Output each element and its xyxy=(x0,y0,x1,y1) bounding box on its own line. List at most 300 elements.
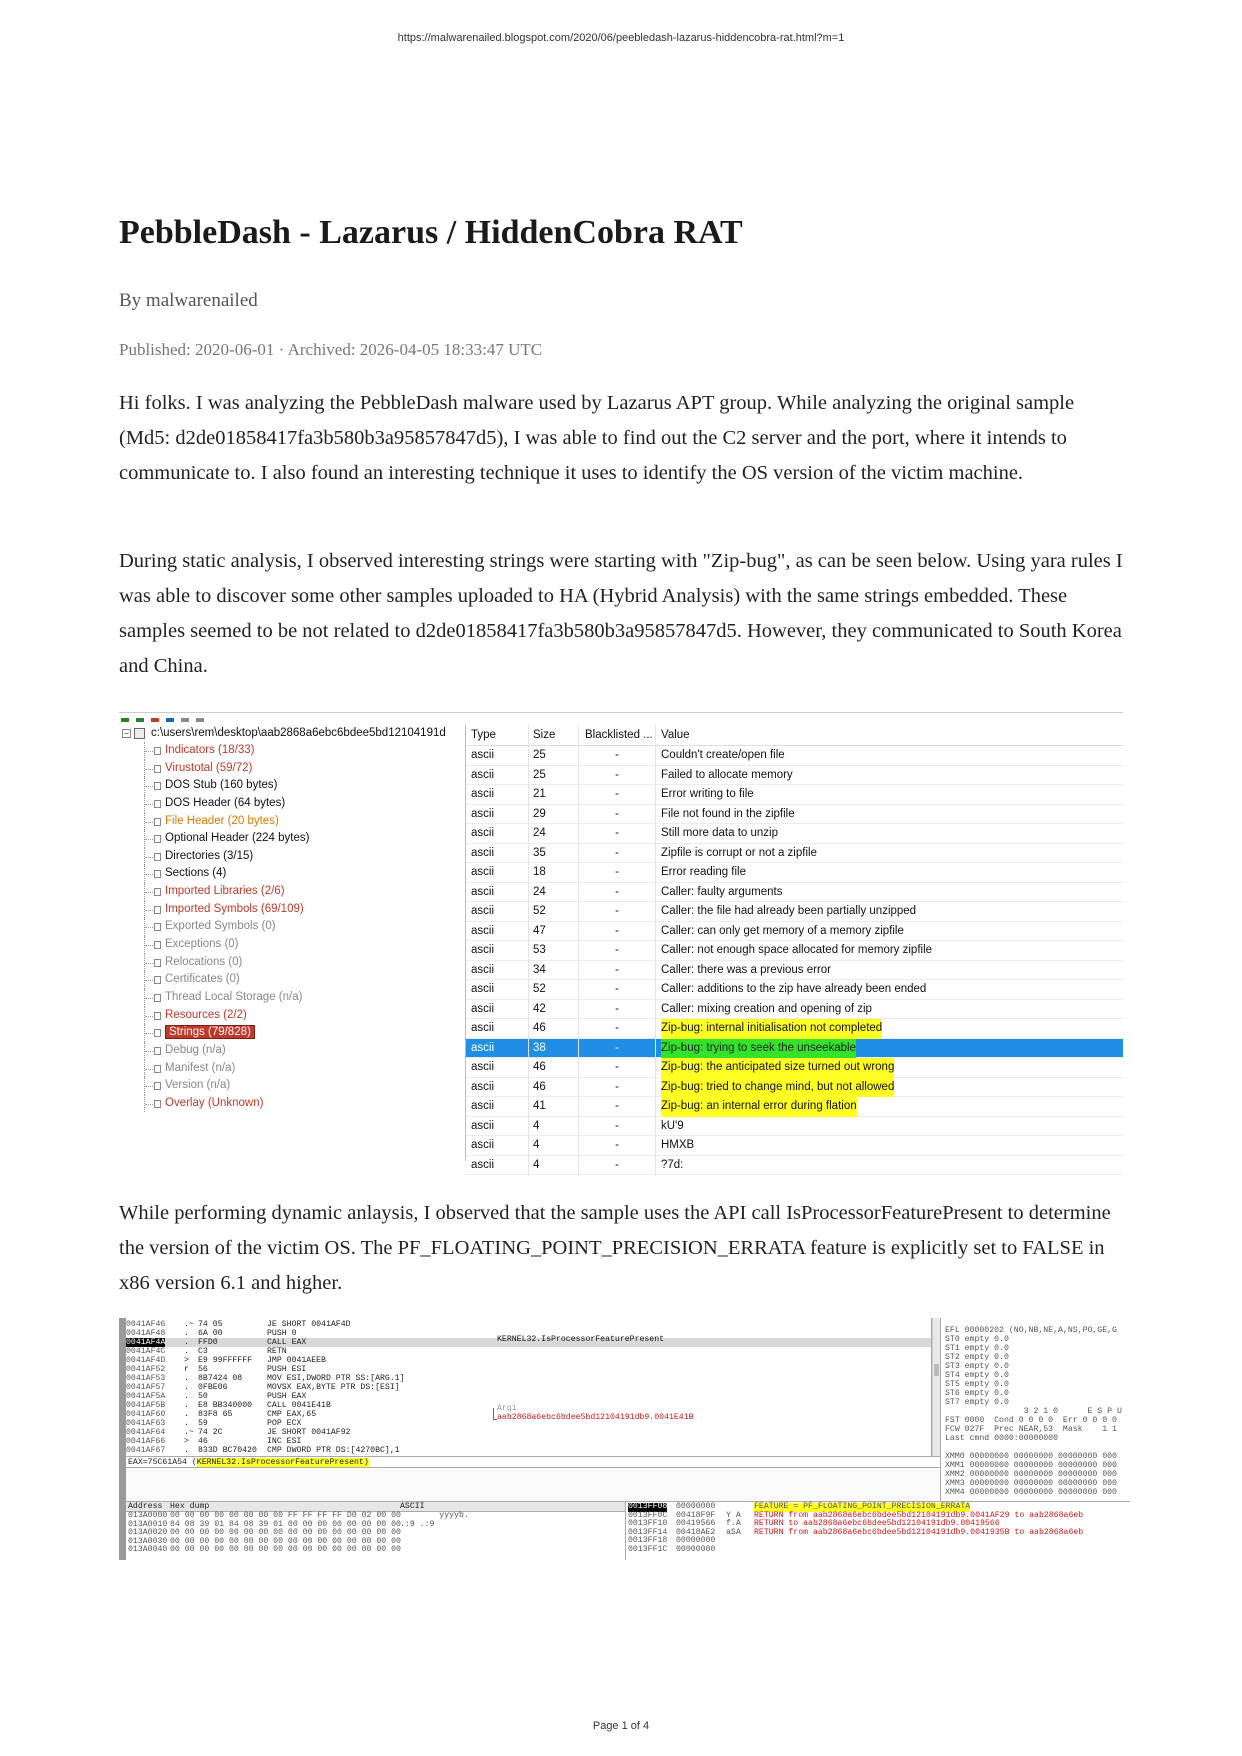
disasm-instr: CMP DWORD PTR DS:[4270BC],1 xyxy=(267,1446,400,1455)
node-icon xyxy=(154,870,161,878)
disasm-instr: JE SHORT 0041AF92 xyxy=(267,1428,351,1437)
hex-dump-pane xyxy=(126,1501,625,1560)
tree-item[interactable] xyxy=(119,883,464,901)
node-icon xyxy=(154,906,161,914)
tree-item[interactable] xyxy=(119,813,464,831)
stack-val: 00000000 xyxy=(676,1544,716,1554)
cell-blacklisted: - xyxy=(579,1058,656,1078)
cell-size: 52 xyxy=(529,980,579,1000)
register-line: EFL 00000202 (NO,NB,NE,A,NS,PO,GE,G xyxy=(945,1326,1117,1335)
paragraph-static-analysis: During static analysis, I observed interesting strings were starting with "Zip-bug", as can be seen below. Using yara rules I was able to discover some other samples uploaded to HA (Hybrid Analysis) with the same strings embedded. These samples seemed to be not related to d2de01858417fa3b580b3a95857847d5. However, they communicated to South Korea and China. xyxy=(119,550,1123,677)
node-icon xyxy=(154,782,161,790)
cell-size: 24 xyxy=(529,883,579,903)
register-line: XMM4 00000000 00000000 00000000 000 xyxy=(945,1488,1117,1497)
cell-value: Caller: the file had already been partially unzipped xyxy=(661,905,917,917)
disasm-flag: . xyxy=(184,1392,189,1401)
register-line: XMM2 00000000 00000000 00000000 000 xyxy=(945,1470,1117,1479)
collapse-icon[interactable]: − xyxy=(122,729,131,738)
cell-type: ascii xyxy=(466,961,529,981)
disasm-scrollbar[interactable] xyxy=(932,1318,940,1456)
cell-type: ascii xyxy=(466,1117,529,1137)
cell-blacklisted: - xyxy=(579,1117,656,1137)
disasm-flag: .~ xyxy=(184,1428,194,1437)
disasm-flag: .~ xyxy=(184,1320,194,1329)
cell-size: 4 xyxy=(529,1156,579,1176)
table-row[interactable] xyxy=(466,1156,1123,1176)
disasm-addr: 0041AF48 xyxy=(126,1329,166,1338)
tree-item[interactable] xyxy=(119,1024,464,1042)
paragraph-intro: Hi folks. I was analyzing the PebbleDash malware used by Lazarus APT group. While analyzing the original sample (Md5: d2de01858417fa3b580b3a95857847d5), I was able to find out the C2 server and the port, where it intends to communicate to. I also found an interesting technique it uses to identify the OS version of the victim machine. xyxy=(119,392,1075,484)
cell-blacklisted: - xyxy=(579,746,656,766)
disasm-addr: 0041AF5B xyxy=(126,1401,166,1410)
disasm-addr: 0041AF63 xyxy=(126,1419,166,1428)
stack-addr: 0013FF18 xyxy=(628,1536,668,1546)
tree-item-label: Imported Libraries (2/6) xyxy=(165,885,285,898)
cell-blacklisted: - xyxy=(579,1156,656,1176)
disasm-addr: 0041AF66 xyxy=(126,1437,166,1446)
disasm-flag: . xyxy=(184,1446,189,1455)
table-row[interactable] xyxy=(466,863,1123,883)
cell-blacklisted: - xyxy=(579,883,656,903)
cell-type: ascii xyxy=(466,863,529,883)
cell-type: ascii xyxy=(466,785,529,805)
disasm-flag: . xyxy=(184,1401,189,1410)
byline: By malwarenailed xyxy=(119,290,258,311)
dump-hex: 00 00 00 00 00 00 00 00 FF FF FF FF D0 02 00 00 xyxy=(170,1511,401,1520)
disasm-addr: 0041AF52 xyxy=(126,1365,166,1374)
cell-value: File not found in the zipfile xyxy=(661,807,795,820)
stack-addr: 0013FF10 xyxy=(628,1519,668,1529)
cell-value: Caller: mixing creation and opening of zip xyxy=(661,1002,872,1015)
tree-item-label: Optional Header (224 bytes) xyxy=(165,832,310,845)
cell-value: HMXB xyxy=(661,1139,695,1151)
disasm-row[interactable] xyxy=(126,1320,931,1329)
disasm-addr: 0041AF53 xyxy=(126,1374,166,1383)
cell-type: ascii xyxy=(466,766,529,786)
table-row[interactable] xyxy=(466,1117,1123,1137)
dump-ascii: yyyyb. xyxy=(400,1511,469,1520)
disasm-row[interactable] xyxy=(126,1446,931,1455)
cell-size: 41 xyxy=(529,1097,579,1117)
table-row[interactable] xyxy=(466,824,1123,844)
cell-size: 4 xyxy=(529,1136,579,1156)
pe-tree xyxy=(119,725,464,1161)
node-icon xyxy=(154,800,161,808)
tree-item-label: DOS Header (64 bytes) xyxy=(165,796,286,809)
tree-item-label: File Header (20 bytes) xyxy=(165,814,279,827)
tree-item-label: Debug (n/a) xyxy=(165,1043,226,1056)
node-icon xyxy=(154,765,161,773)
disasm-addr: 0041AF64 xyxy=(126,1428,166,1437)
table-row[interactable] xyxy=(466,883,1123,903)
disasm-row[interactable] xyxy=(126,1374,931,1383)
disasm-bytes: FFD0 xyxy=(198,1338,218,1347)
cell-type: ascii xyxy=(466,922,529,942)
node-icon xyxy=(154,941,161,949)
stack-addr: 0013FF0C xyxy=(628,1510,668,1520)
cell-type: ascii xyxy=(466,824,529,844)
toolbar-strip xyxy=(119,713,1123,721)
tree-item[interactable] xyxy=(119,865,464,883)
dump-addr: 013A0030 xyxy=(128,1536,168,1546)
cell-type: ascii xyxy=(466,1058,529,1078)
tree-item[interactable] xyxy=(119,830,464,848)
node-icon xyxy=(154,1100,161,1108)
tree-item-label: Relocations (0) xyxy=(165,955,243,968)
cell-blacklisted: - xyxy=(579,766,656,786)
col-value-header[interactable]: Value xyxy=(661,729,690,741)
disasm-bytes: C3 xyxy=(198,1347,208,1356)
cell-size: 18 xyxy=(529,863,579,883)
stack-addr: 0013FF1C xyxy=(628,1544,668,1554)
disasm-row[interactable] xyxy=(126,1437,931,1446)
disasm-row[interactable] xyxy=(126,1428,931,1437)
cell-size: 21 xyxy=(529,785,579,805)
tree-item[interactable] xyxy=(119,1095,464,1113)
disasm-bytes: E8 BB340000 xyxy=(198,1401,253,1410)
tree-item[interactable] xyxy=(119,1042,464,1060)
disasm-bytes: 74 05 xyxy=(198,1320,223,1329)
disasm-bytes: 833D BC70420 xyxy=(198,1446,257,1455)
tree-item[interactable] xyxy=(119,1007,464,1025)
tree-item[interactable] xyxy=(119,760,464,778)
disasm-addr: 0041AF5A xyxy=(126,1392,166,1401)
cell-type: ascii xyxy=(466,980,529,1000)
table-row[interactable] xyxy=(466,941,1123,961)
table-header xyxy=(466,725,1123,746)
cell-value: Error reading file xyxy=(661,866,747,878)
cell-size: 34 xyxy=(529,961,579,981)
cell-value: Zip-bug: trying to seek the unseekable xyxy=(656,1039,1116,1059)
cell-size: 42 xyxy=(529,1000,579,1020)
cell-type: ascii xyxy=(466,902,529,922)
col-type-header[interactable]: Type xyxy=(466,725,529,746)
arg-label: Arg1 xyxy=(497,1404,517,1413)
register-line: FCW 027F Prec NEAR,53 Mask 1 1 xyxy=(945,1425,1117,1434)
disasm-bytes: 0FBE06 xyxy=(198,1383,228,1392)
registers-pane xyxy=(940,1318,1130,1508)
cell-size: 38 xyxy=(529,1039,579,1059)
tree-item-label: Imported Symbols (69/109) xyxy=(165,902,304,915)
cell-blacklisted: - xyxy=(579,824,656,844)
pe-viewer-screenshot xyxy=(119,712,1123,1171)
dump-hex: 00 00 00 00 00 00 00 00 00 00 00 00 00 00 00 00 xyxy=(170,1536,401,1546)
node-icon xyxy=(154,976,161,984)
cell-value: Couldn't create/open file xyxy=(661,749,785,761)
cell-size: 25 xyxy=(529,746,579,766)
stack-val: 00418AE2 xyxy=(676,1527,716,1537)
tree-item-label: Overlay (Unknown) xyxy=(165,1096,264,1109)
table-row[interactable] xyxy=(466,1058,1123,1078)
disasm-flag: . xyxy=(184,1410,189,1419)
cell-type: ascii xyxy=(466,1136,529,1156)
cell-blacklisted: - xyxy=(579,805,656,825)
register-line: XMM3 00000000 00000000 00000000 000 xyxy=(945,1479,1117,1488)
register-line: ST1 empty 0.0 xyxy=(945,1344,1009,1353)
disasm-row[interactable] xyxy=(126,1365,931,1374)
disasm-row[interactable] xyxy=(126,1401,931,1410)
stack-asc: aSA xyxy=(726,1527,741,1537)
tree-item[interactable] xyxy=(119,918,464,936)
cell-value: Failed to allocate memory xyxy=(661,768,793,781)
disasm-row[interactable] xyxy=(126,1392,931,1401)
tree-item-label: Virustotal (59/72) xyxy=(165,761,253,774)
disasm-bytes: 50 xyxy=(198,1392,208,1401)
stack-val: 00418F9F xyxy=(676,1510,716,1520)
col-size-header[interactable]: Size xyxy=(529,725,579,746)
disasm-bytes: 46 xyxy=(198,1437,208,1446)
table-row[interactable] xyxy=(466,1097,1123,1117)
page-number: Page 1 of 4 xyxy=(592,1720,650,1732)
stack-val: 00000000 xyxy=(676,1502,716,1511)
strings-table xyxy=(465,725,1123,1171)
disasm-row[interactable] xyxy=(126,1383,931,1392)
disasm-flag: . xyxy=(184,1374,189,1383)
dump-addr: 013A0000 xyxy=(128,1511,168,1520)
register-line: 3 2 1 0 E S P U xyxy=(945,1407,1122,1416)
tree-item-label: Indicators (18/33) xyxy=(165,744,255,756)
table-row[interactable] xyxy=(466,1136,1123,1156)
stack-asc: f.A xyxy=(726,1519,741,1529)
cell-size: 46 xyxy=(529,1019,579,1039)
cell-blacklisted: - xyxy=(579,1000,656,1020)
tree-item-label: Thread Local Storage (n/a) xyxy=(165,990,303,1003)
disasm-instr: PUSH ESI xyxy=(267,1365,307,1374)
cell-size: 25 xyxy=(529,766,579,786)
disasm-instr: JMP 0041AEEB xyxy=(267,1356,326,1365)
stack-cmt: RETURN to aab2868a6ebc6bdee5bd12104191db9.00419566 xyxy=(754,1519,1000,1529)
register-line: ST0 empty 0.0 xyxy=(945,1335,1009,1344)
table-row[interactable] xyxy=(466,785,1123,805)
node-icon xyxy=(154,959,161,967)
cell-value: ?7d: xyxy=(661,1158,684,1171)
stack-val: 00419566 xyxy=(676,1519,716,1529)
stack-cmt: RETURN from aab2868a6ebc6bdee5bd12104191db9.0041AF29 to aab2868a6eb xyxy=(754,1510,1084,1520)
cell-size: 46 xyxy=(529,1058,579,1078)
register-line: ST3 empty 0.0 xyxy=(945,1362,1009,1371)
cell-type: ascii xyxy=(466,1078,529,1098)
cell-size: 46 xyxy=(529,1078,579,1098)
tree-item-label: Exported Symbols (0) xyxy=(165,920,276,933)
disasm-addr: 0041AF60 xyxy=(126,1410,166,1419)
dump-ascii-header[interactable]: ASCII xyxy=(400,1502,425,1511)
cell-blacklisted: - xyxy=(579,1039,656,1059)
disasm-bytes: 74 2C xyxy=(198,1428,223,1437)
cell-blacklisted: - xyxy=(579,961,656,981)
tree-item-label: Resources (2/2) xyxy=(165,1008,247,1021)
cell-size: 47 xyxy=(529,922,579,942)
disasm-addr: 0041AF4C xyxy=(126,1347,166,1356)
dump-addr: 013A0040 xyxy=(128,1545,168,1555)
disasm-instr: JE SHORT 0041AF4D xyxy=(267,1320,351,1329)
node-icon xyxy=(154,853,161,861)
tree-item[interactable] xyxy=(119,989,464,1007)
cell-value: Zipfile is corrupt or not a zipfile xyxy=(661,846,817,859)
disasm-instr: CALL 0041E41B xyxy=(267,1401,331,1410)
stack-pane xyxy=(625,1501,1130,1560)
col-blacklisted-header[interactable]: Blacklisted ... xyxy=(579,725,656,746)
debugger-screenshot xyxy=(119,1318,1123,1560)
stack-addr: 0013FF08 xyxy=(628,1502,668,1511)
register-line: XMM1 00000000 00000000 00000000 000 xyxy=(945,1461,1117,1470)
stack-val: 00000000 xyxy=(676,1536,716,1546)
cell-size: 53 xyxy=(529,941,579,961)
page-url[interactable]: https://malwarenailed.blogspot.com/2020/06/peebledash-lazarus-hiddencobra-rat.html?m=1 xyxy=(397,32,845,44)
table-row[interactable] xyxy=(466,922,1123,942)
tree-item-label: Certificates (0) xyxy=(165,973,240,986)
cell-type: ascii xyxy=(466,1156,529,1176)
cell-type: ascii xyxy=(466,805,529,825)
cell-blacklisted: - xyxy=(579,785,656,805)
tree-item-label: Exceptions (0) xyxy=(165,938,239,951)
cell-type: ascii xyxy=(466,1000,529,1020)
published-date: Published: 2020-06-01 · Archived: 2026-04-05 18:33:47 UTC xyxy=(119,340,543,359)
disasm-bytes: 8B7424 08 xyxy=(198,1374,243,1383)
disasm-instr: INC ESI xyxy=(267,1437,302,1446)
stack-row[interactable] xyxy=(626,1546,1130,1555)
cell-size: 4 xyxy=(529,1117,579,1137)
tree-item-label: Version (n/a) xyxy=(165,1079,231,1092)
tree-item[interactable] xyxy=(119,1077,464,1095)
table-row[interactable] xyxy=(466,961,1123,981)
table-row[interactable] xyxy=(466,844,1123,864)
disasm-row[interactable] xyxy=(126,1356,931,1365)
cell-size: 52 xyxy=(529,902,579,922)
dump-addr: 013A0010 xyxy=(128,1519,168,1529)
cell-value: Caller: not enough space allocated for memory zipfile xyxy=(661,944,933,956)
tree-item[interactable] xyxy=(119,1060,464,1078)
disasm-bytes: 6A 00 xyxy=(198,1329,223,1338)
disasm-flag: . xyxy=(184,1383,189,1392)
cell-size: 35 xyxy=(529,844,579,864)
cell-type: ascii xyxy=(466,746,529,766)
tree-item[interactable] xyxy=(119,936,464,954)
cell-blacklisted: - xyxy=(579,1019,656,1039)
node-icon xyxy=(154,1065,161,1073)
register-line: ST7 empty 0.0 xyxy=(945,1398,1009,1407)
node-icon xyxy=(154,1047,161,1055)
info-highlight: KERNEL32.IsProcessorFeaturePresent) xyxy=(196,1458,369,1467)
cell-blacklisted: - xyxy=(579,863,656,883)
tree-item[interactable] xyxy=(119,971,464,989)
disasm-flag: > xyxy=(184,1437,189,1446)
table-row[interactable] xyxy=(466,805,1123,825)
tree-item[interactable] xyxy=(119,848,464,866)
table-row[interactable] xyxy=(466,980,1123,1000)
disasm-instr: CALL EAX xyxy=(267,1338,307,1347)
table-row[interactable] xyxy=(466,766,1123,786)
cell-type: ascii xyxy=(466,941,529,961)
cell-blacklisted: - xyxy=(579,1078,656,1098)
cell-type: ascii xyxy=(466,1097,529,1117)
cell-value: Zip-bug: an internal error during flation xyxy=(656,1097,1116,1117)
node-icon xyxy=(154,818,161,826)
disasm-instr: POP ECX xyxy=(267,1419,302,1428)
tree-item-label: Strings (79/828) xyxy=(165,1025,255,1039)
dump-hex-header[interactable]: Hex dump xyxy=(170,1502,210,1511)
cell-value: Zip-bug: internal initialisation not completed xyxy=(656,1019,1116,1039)
cell-blacklisted: - xyxy=(579,922,656,942)
cell-size: 29 xyxy=(529,805,579,825)
tree-item-label: Manifest (n/a) xyxy=(165,1061,236,1074)
table-row[interactable] xyxy=(466,902,1123,922)
cell-value: Error writing to file xyxy=(661,788,754,800)
cell-blacklisted: - xyxy=(579,1097,656,1117)
cell-blacklisted: - xyxy=(579,980,656,1000)
dump-hex: 00 00 00 00 00 00 00 00 00 00 00 00 00 00 00 00 xyxy=(170,1528,401,1538)
dump-row[interactable] xyxy=(126,1546,625,1555)
article-title: PebbleDash - Lazarus / HiddenCobra RAT xyxy=(119,214,743,251)
disasm-flag: . xyxy=(184,1338,189,1347)
cell-blacklisted: - xyxy=(579,1136,656,1156)
table-row[interactable] xyxy=(466,1019,1123,1039)
table-row[interactable] xyxy=(466,1000,1123,1020)
disasm-bytes: 83F8 65 xyxy=(198,1410,233,1419)
tree-item[interactable] xyxy=(119,901,464,919)
stack-asc: Y A xyxy=(726,1510,741,1520)
disasm-flag: . xyxy=(184,1329,189,1338)
tree-item[interactable] xyxy=(119,954,464,972)
file-icon xyxy=(134,728,145,739)
info-line: EAX=75C61A54 (KERNEL32.IsProcessorFeaturePresent) xyxy=(126,1456,940,1468)
table-row[interactable] xyxy=(466,1078,1123,1098)
disasm-instr: PUSH 0 xyxy=(267,1329,297,1338)
disassembly-pane xyxy=(126,1318,932,1456)
table-row[interactable] xyxy=(466,746,1123,766)
register-line: FST 0000 Cond 0 0 0 0 Err 0 0 0 0 xyxy=(945,1416,1117,1425)
dump-address-header[interactable]: Address xyxy=(128,1502,163,1511)
tree-item-label: Sections (4) xyxy=(165,867,227,880)
register-line: ST5 empty 0.0 xyxy=(945,1380,1009,1389)
disasm-instr: RETN xyxy=(267,1347,287,1356)
api-comment: KERNEL32.IsProcessorFeaturePresent xyxy=(497,1335,665,1344)
disasm-bytes: 56 xyxy=(198,1365,208,1374)
node-icon xyxy=(154,747,161,755)
cell-value: Caller: there was a previous error xyxy=(661,963,832,976)
disasm-addr: 0041AF4D xyxy=(126,1356,166,1365)
register-line xyxy=(941,1443,1130,1452)
cell-type: ascii xyxy=(466,1039,529,1059)
tree-item[interactable] xyxy=(119,777,464,795)
node-icon xyxy=(154,888,161,896)
cell-type: ascii xyxy=(466,883,529,903)
return-comment: aab2868a6ebc6bdee5bd12104191db9.0041E41B xyxy=(497,1413,694,1422)
cell-value: Zip-bug: the anticipated size turned out wrong xyxy=(656,1058,1116,1078)
disasm-addr: 0041AF46 xyxy=(126,1320,166,1329)
cell-type: ascii xyxy=(466,844,529,864)
stack-cmt: RETURN from aab2868a6ebc6bdee5bd12104191db9.0041935B to aab2868a6eb xyxy=(754,1527,1084,1537)
tree-root[interactable] xyxy=(119,725,464,742)
cell-value: Caller: faulty arguments xyxy=(661,885,783,898)
tree-item[interactable] xyxy=(119,795,464,813)
register-line: ST2 empty 0.0 xyxy=(945,1353,1009,1362)
disasm-flag: . xyxy=(184,1347,189,1356)
table-row[interactable] xyxy=(466,1039,1123,1059)
node-icon xyxy=(154,923,161,931)
disasm-flag: . xyxy=(184,1419,189,1428)
cell-value: kU'9 xyxy=(661,1119,684,1132)
disasm-instr: PUSH EAX xyxy=(267,1392,307,1401)
paragraph-dynamic-analysis: While performing dynamic anlaysis, I observed that the sample uses the API call IsProcessorFeaturePresent to determine the version of the victim OS. The PF_FLOATING_POINT_PRECISION_ERRATA feature is explicitly set to FALSE in x86 version 6.1 and higher. xyxy=(119,1202,1111,1294)
disasm-row[interactable] xyxy=(126,1347,931,1356)
disasm-addr: 0041AF4A xyxy=(126,1338,166,1347)
register-line: XMM0 00000000 00000000 00000000 000 xyxy=(945,1452,1117,1461)
tree-item[interactable] xyxy=(119,742,464,760)
tree-item-label: DOS Stub (160 bytes) xyxy=(165,779,278,792)
node-icon xyxy=(154,1082,161,1090)
stack-cmt: FEATURE = PF_FLOATING_POINT_PRECISION_ERRATA xyxy=(754,1502,971,1511)
dump-addr: 013A0020 xyxy=(128,1528,168,1538)
